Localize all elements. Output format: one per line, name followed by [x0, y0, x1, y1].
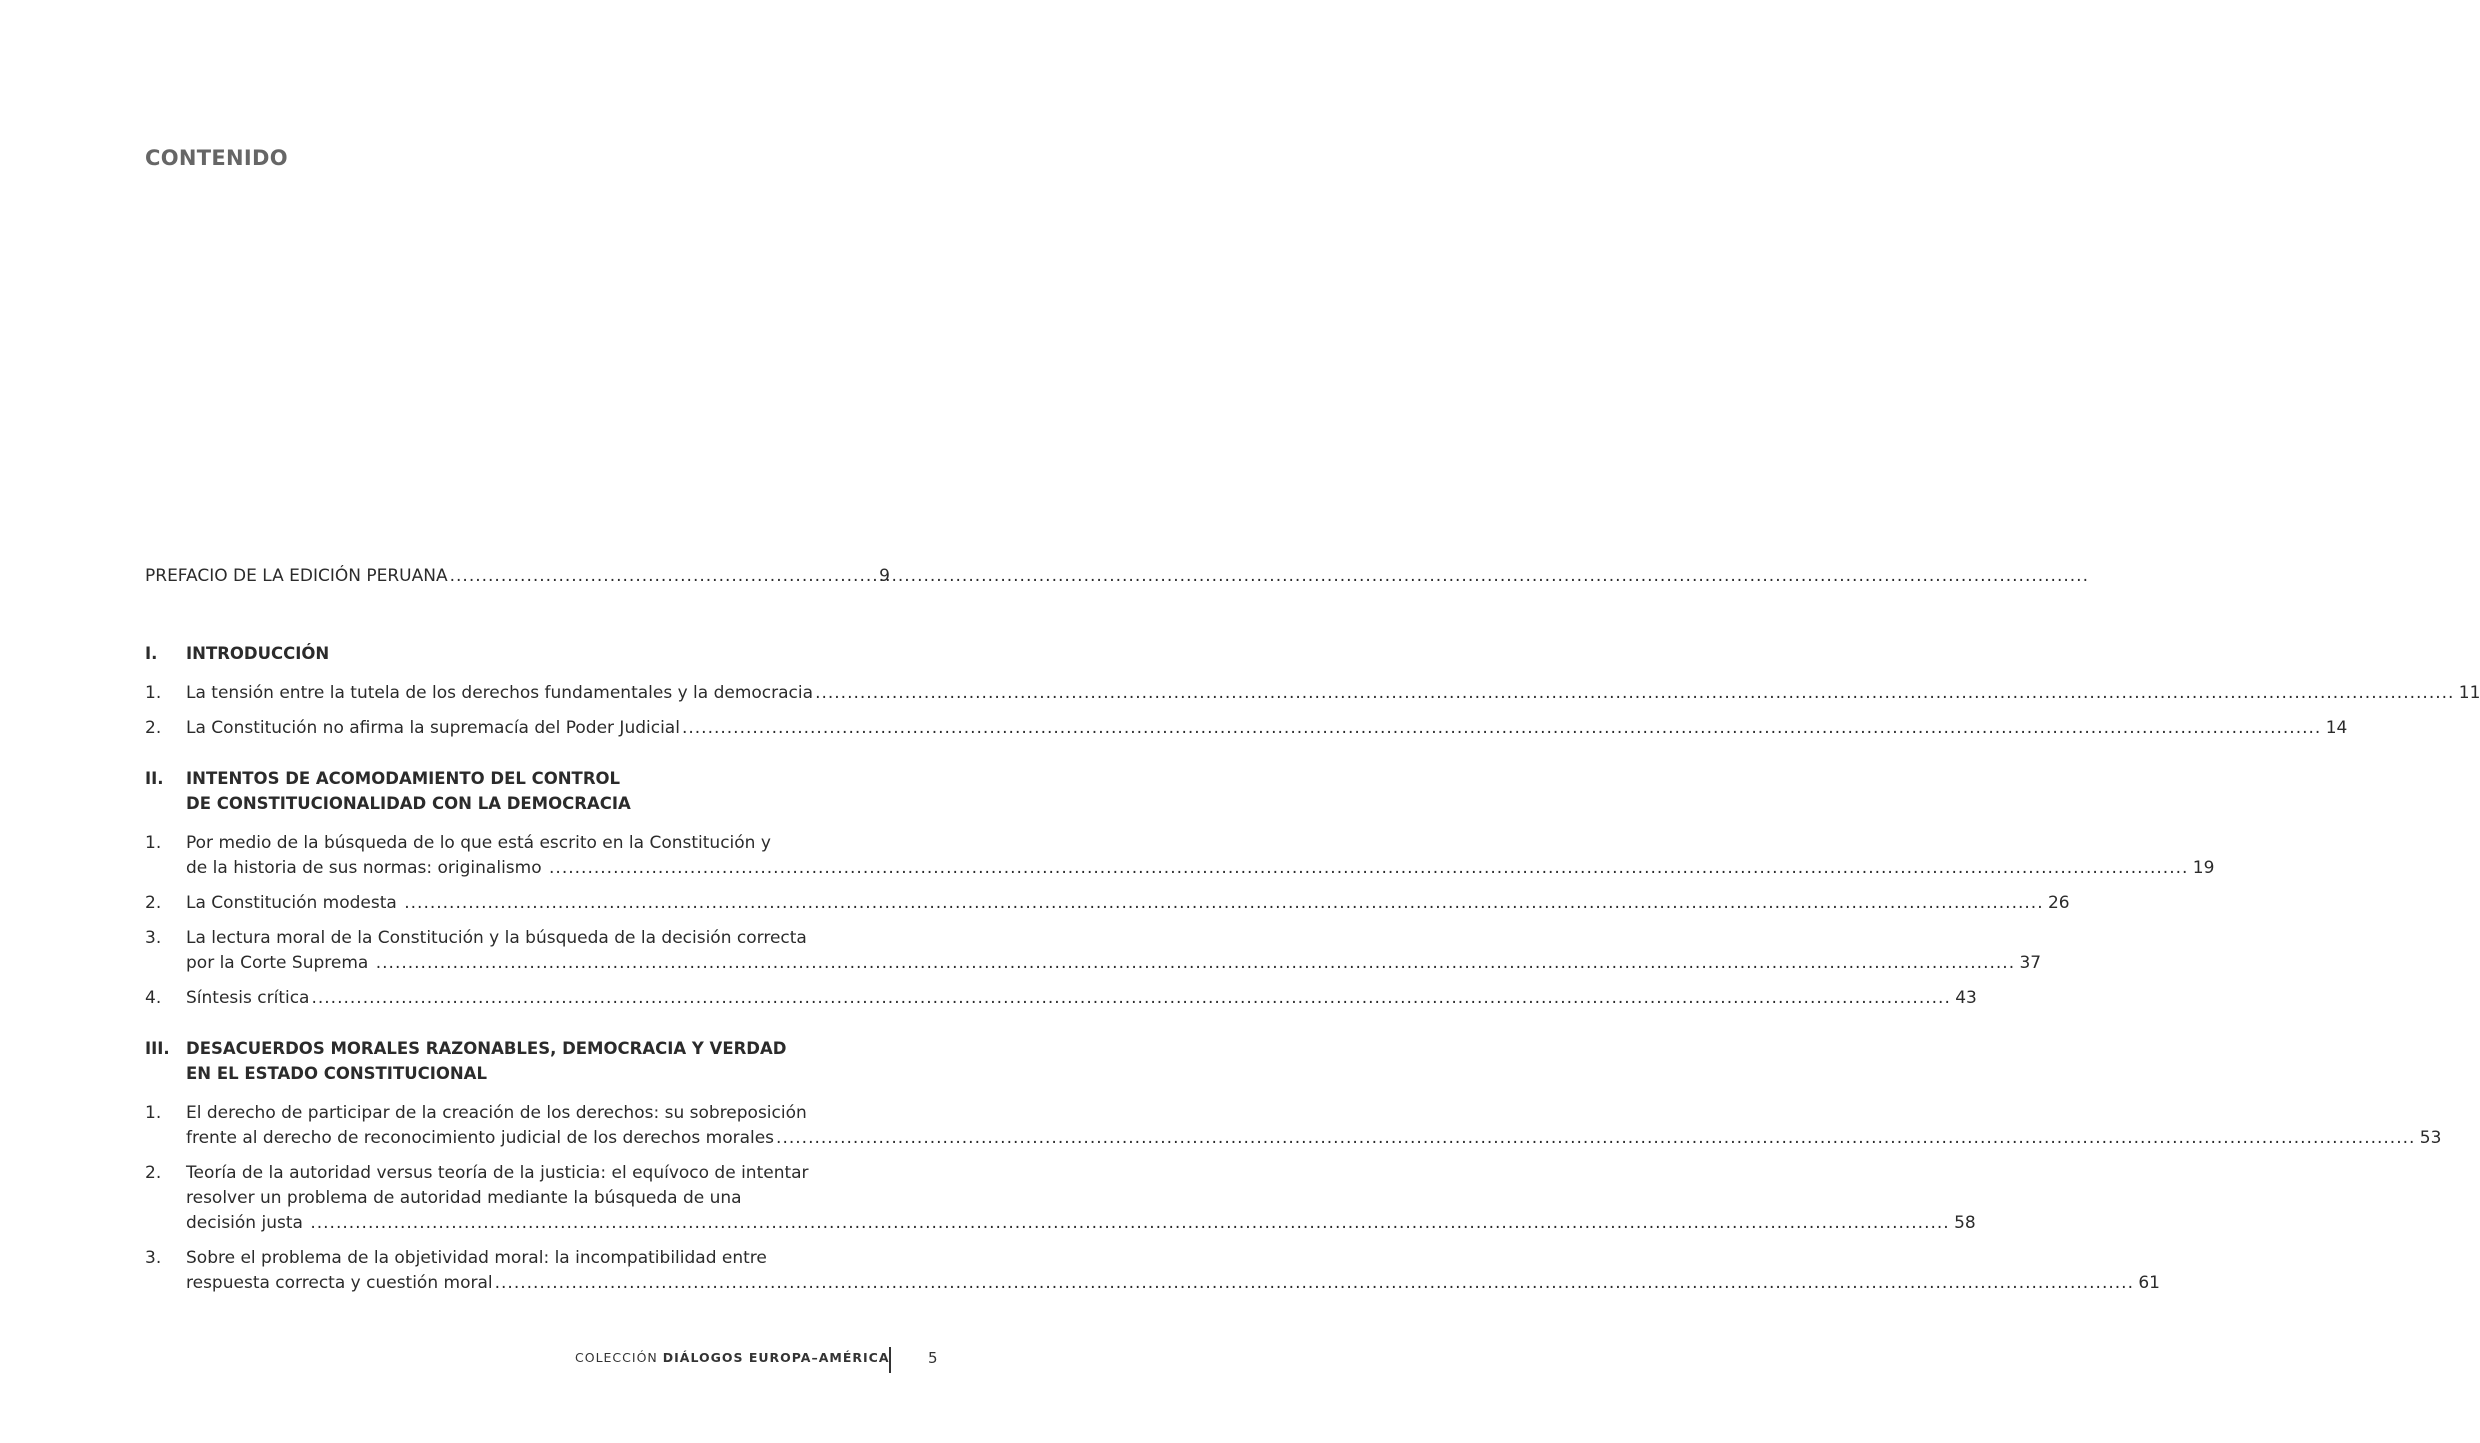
page-title: CONTENIDO	[145, 146, 288, 170]
toc-entry-number: 4.	[145, 988, 162, 1008]
toc-entry-last-line	[186, 1211, 1976, 1236]
toc-page-number: 58	[1954, 1213, 1976, 1233]
section-title-line: DE CONSTITUCIONALIDAD CON LA DEMOCRACIA	[186, 794, 631, 813]
toc-entry-line: La lectura moral de la Constitución y la búsqueda de la decisión correcta	[186, 928, 807, 948]
section-heading[interactable]	[145, 1036, 786, 1086]
toc-entry-label: La Constitución modesta	[186, 893, 403, 913]
toc-entry[interactable]	[145, 1246, 2160, 1296]
toc-entry-number: 3.	[145, 1248, 162, 1268]
toc-page-number: 37	[2019, 953, 2042, 973]
toc-entry-line: Sobre el problema de la objetividad moral: la incompatibilidad entre	[186, 1248, 767, 1268]
toc-entry-text	[186, 1246, 2160, 1296]
section-title-line: EN EL ESTADO CONSTITUCIONAL	[186, 1064, 487, 1083]
section-title-line: INTRODUCCIÓN	[186, 644, 330, 663]
toc-entry-text	[186, 1101, 2441, 1151]
toc-entry-text	[186, 926, 2041, 976]
toc-entry-number: 3.	[145, 928, 162, 948]
section-number: I.	[145, 644, 158, 663]
dot-leader	[404, 891, 2043, 916]
toc-entry-last-line	[186, 856, 2214, 881]
footer-collection	[575, 1350, 890, 1365]
section-heading[interactable]	[145, 641, 329, 666]
toc-entry-line: resolver un problema de autoridad mediante la búsqueda de una	[186, 1188, 742, 1208]
toc-entry[interactable]	[145, 926, 2042, 976]
footer-collection-label: COLECCIÓN	[575, 1350, 658, 1365]
toc-entry[interactable]	[145, 1101, 2442, 1151]
toc-page-number: 9	[879, 566, 890, 586]
toc-entry-preface[interactable]	[145, 564, 890, 589]
toc-entry[interactable]	[145, 891, 2070, 916]
toc-entry-text	[186, 986, 1977, 1011]
toc-entry-label: La tensión entre la tutela de los derechos fundamentales y la democracia	[186, 683, 814, 703]
dot-leader	[549, 856, 2188, 881]
toc-page-number: 11	[2458, 683, 2480, 703]
toc-entry-last-line	[186, 1126, 2441, 1151]
section-heading[interactable]	[145, 766, 631, 816]
section-title	[186, 641, 329, 666]
section-title	[186, 1036, 786, 1086]
toc-entry-label: de la historia de sus normas: originalismo	[186, 858, 548, 878]
toc-entry-text	[186, 831, 2214, 881]
dot-leader	[450, 564, 864, 589]
section-number: III.	[145, 1039, 170, 1058]
toc-entry-last-line	[186, 681, 2480, 706]
toc-entry-last-line	[186, 951, 2041, 976]
toc-entry-number: 2.	[145, 718, 162, 738]
toc-entry-text	[186, 681, 2480, 706]
toc-entry-label: Síntesis crítica	[186, 988, 310, 1008]
section-title-line: DESACUERDOS MORALES RAZONABLES, DEMOCRACIA Y VERDAD	[186, 1039, 787, 1058]
dot-leader	[776, 1126, 2415, 1151]
toc-entry-number: 2.	[145, 893, 162, 913]
toc-entry-line: Por medio de la búsqueda de lo que está escrito en la Constitución y	[186, 833, 771, 853]
dot-leader	[311, 986, 1950, 1011]
toc-entry-last-line	[186, 716, 2347, 741]
toc-page-number: 61	[2138, 1273, 2160, 1293]
dot-leader	[682, 716, 2321, 741]
toc-entry-line: El derecho de participar de la creación de los derechos: su sobreposición	[186, 1103, 807, 1123]
footer-series-name: DIÁLOGOS EUROPA–AMÉRICA	[662, 1350, 890, 1365]
toc-entry-number: 2.	[145, 1163, 162, 1183]
toc-entry-number: 1.	[145, 1103, 162, 1123]
toc-page-number: 43	[1955, 988, 1977, 1008]
toc-page-number: 53	[2419, 1128, 2442, 1148]
toc-page-number: 26	[2047, 893, 2070, 913]
toc-entry-label: por la Corte Suprema	[186, 953, 374, 973]
toc-entry-text	[186, 891, 2070, 916]
dot-leader	[495, 1271, 2134, 1296]
toc-entry-label: La Constitución no afirma la supremacía del Poder Judicial	[186, 718, 680, 738]
toc-entry-text	[186, 1161, 1976, 1236]
toc-entry-last-line	[186, 986, 1977, 1011]
footer-divider	[889, 1347, 891, 1373]
toc-entry-number: 1.	[145, 683, 162, 703]
toc-entry-label: PREFACIO DE LA EDICIÓN PERUANA	[145, 566, 448, 586]
toc-page-number: 14	[2325, 718, 2348, 738]
section-number: II.	[145, 769, 164, 788]
toc-entry-number: 1.	[145, 833, 162, 853]
section-title	[186, 766, 631, 816]
dot-leader	[815, 681, 2454, 706]
toc-entry-line: Teoría de la autoridad versus teoría de la justicia: el equívoco de intentar	[186, 1163, 809, 1183]
toc-entry[interactable]	[145, 1161, 1976, 1236]
section-title-line: INTENTOS DE ACOMODAMIENTO DEL CONTROL	[186, 769, 621, 788]
dot-leader	[376, 951, 2015, 976]
toc-entry[interactable]	[145, 986, 1977, 1011]
toc-entry-text	[186, 716, 2347, 741]
toc-entry-label: frente al derecho de reconocimiento judicial de los derechos morales	[186, 1128, 775, 1148]
toc-entry[interactable]	[145, 831, 2215, 881]
toc-entry[interactable]	[145, 681, 2480, 706]
footer-page-number: 5	[928, 1349, 938, 1367]
toc-entry-label: respuesta correcta y cuestión moral	[186, 1273, 493, 1293]
toc-entry-last-line	[186, 1271, 2160, 1296]
toc-entry-label: decisión justa	[186, 1213, 309, 1233]
toc-page-number: 19	[2192, 858, 2215, 878]
dot-leader	[310, 1211, 1949, 1236]
toc-entry-last-line	[186, 891, 2070, 916]
toc-entry[interactable]	[145, 716, 2348, 741]
